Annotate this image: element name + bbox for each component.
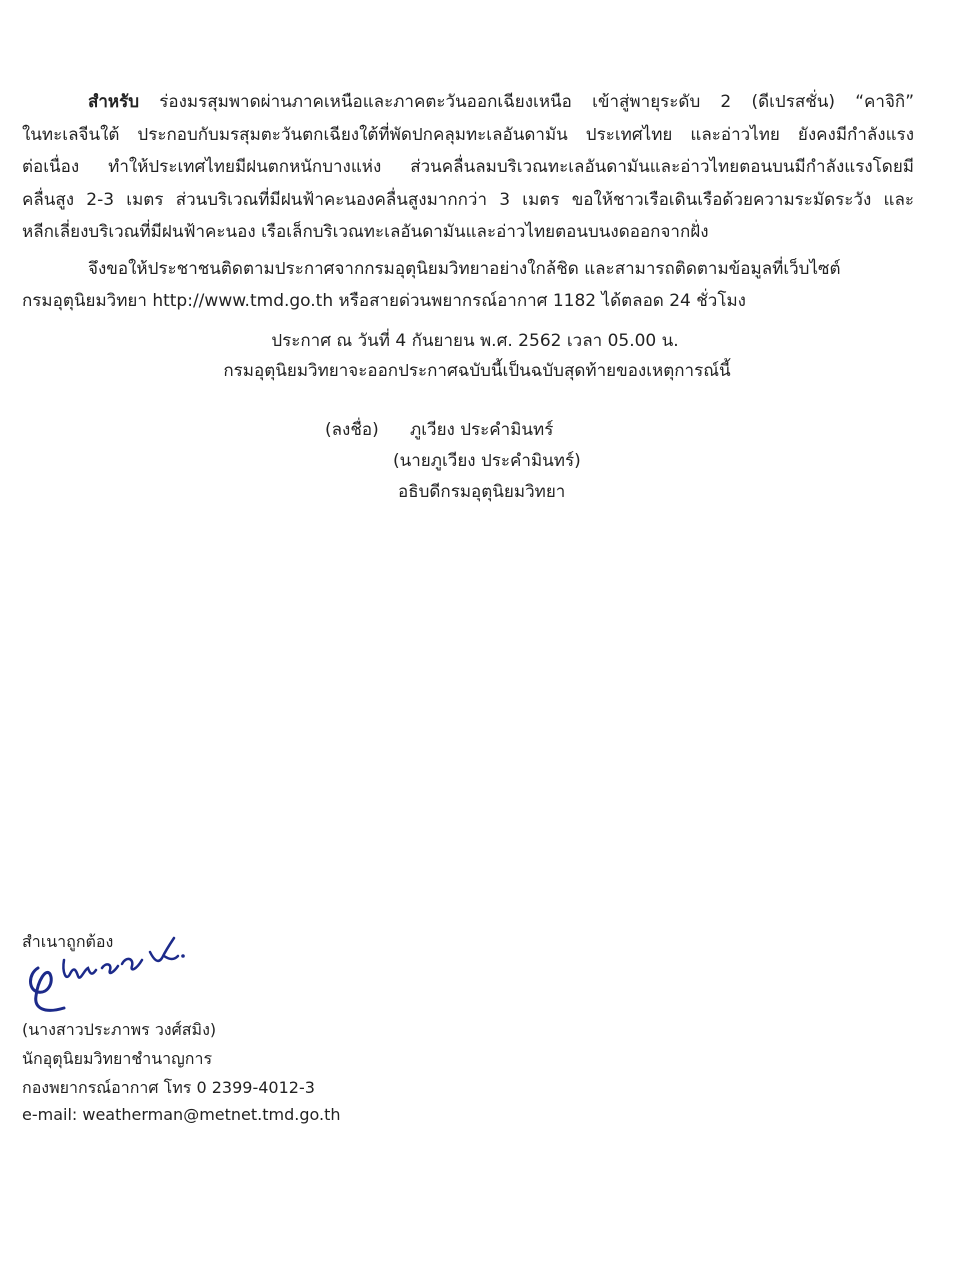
paragraph-line-4: คลื่นสูง 2-3 เมตร ส่วนบริเวณที่มีฝนฟ้าคะนองคลื่นสูงมากกว่า 3 เมตร ขอให้ชาวเรือเดินเรือด้วยความระมัดระวัง และ: [22, 189, 914, 210]
main-paragraph: [22, 86, 914, 249]
certifier-position: นักอุตุนิยมวิทยาชำนาญการ: [22, 1049, 213, 1068]
paragraph-lead-word: สำหรับ: [88, 92, 140, 112]
contact-paragraph: [22, 253, 922, 317]
paragraph-line-1-text: ร่องมรสุมพาดผ่านภาคเหนือและภาคตะวันออกเฉียงเหนือ เข้าสู่พายุระดับ 2 (ดีเปรสชั่น) “คาจิกิ”: [139, 92, 914, 112]
paragraph-line-2: ในทะเลจีนใต้ ประกอบกับมรสุมตะวันตกเฉียงใต้ที่พัดปกคลุมทะเลอันดามัน ประเทศไทย และอ่าวไทย ยังคงมีกำลังแรง: [22, 124, 914, 145]
signer-title: อธิบดีกรมอุตุนิยมวิทยา: [398, 482, 566, 502]
contact-line-1: จึงขอให้ประชาชนติดตามประกาศจากกรมอุตุนิยมวิทยาอย่างใกล้ชิด และสามารถติดตามข้อมูลที่เว็บไซต์: [88, 259, 841, 279]
certifier-department-phone: กองพยากรณ์อากาศ โทร 0 2399-4012-3: [22, 1078, 315, 1097]
paragraph-line-3: ต่อเนื่อง ทำให้ประเทศไทยมีฝนตกหนักบางแห่ง ส่วนคลื่นลมบริเวณทะเลอันดามันและอ่าวไทยตอนบนมีกำลังแรงโดยมี: [22, 157, 914, 177]
contact-line-2: กรมอุตุนิยมวิทยา http://www.tmd.go.th หรือสายด่วนพยากรณ์อากาศ 1182 ได้ตลอด 24 ชั่วโมง: [22, 291, 746, 311]
announcement-date: ประกาศ ณ วันที่ 4 กันยายน พ.ศ. 2562 เวลา 05.00 น.: [271, 331, 679, 351]
certified-copy-label: สำเนาถูกต้อง: [22, 932, 114, 951]
signer-full-name: (นายภูเวียง ประคำมินทร์): [393, 451, 581, 471]
paragraph-line-5: หลีกเลี่ยงบริเวณที่มีฝนฟ้าคะนอง เรือเล็กบริเวณทะเลอันดามันและอ่าวไทยตอนบนงดออกจากฝั่ง: [22, 222, 709, 242]
certifier-name: (นางสาวประภาพร วงศ์สมิง): [22, 1020, 217, 1039]
contact-email: e-mail: weatherman@metnet.tmd.go.th: [22, 1105, 341, 1124]
announcement-final-note: กรมอุตุนิยมวิทยาจะออกประกาศฉบับนี้เป็นฉบับสุดท้ายของเหตุการณ์นี้: [223, 361, 731, 381]
signer-name: ภูเวียง ประคำมินทร์: [410, 420, 554, 440]
paragraph-line-1: [22, 86, 914, 119]
signature-label: (ลงชื่อ): [325, 420, 379, 440]
handwritten-signature: [24, 930, 194, 1020]
